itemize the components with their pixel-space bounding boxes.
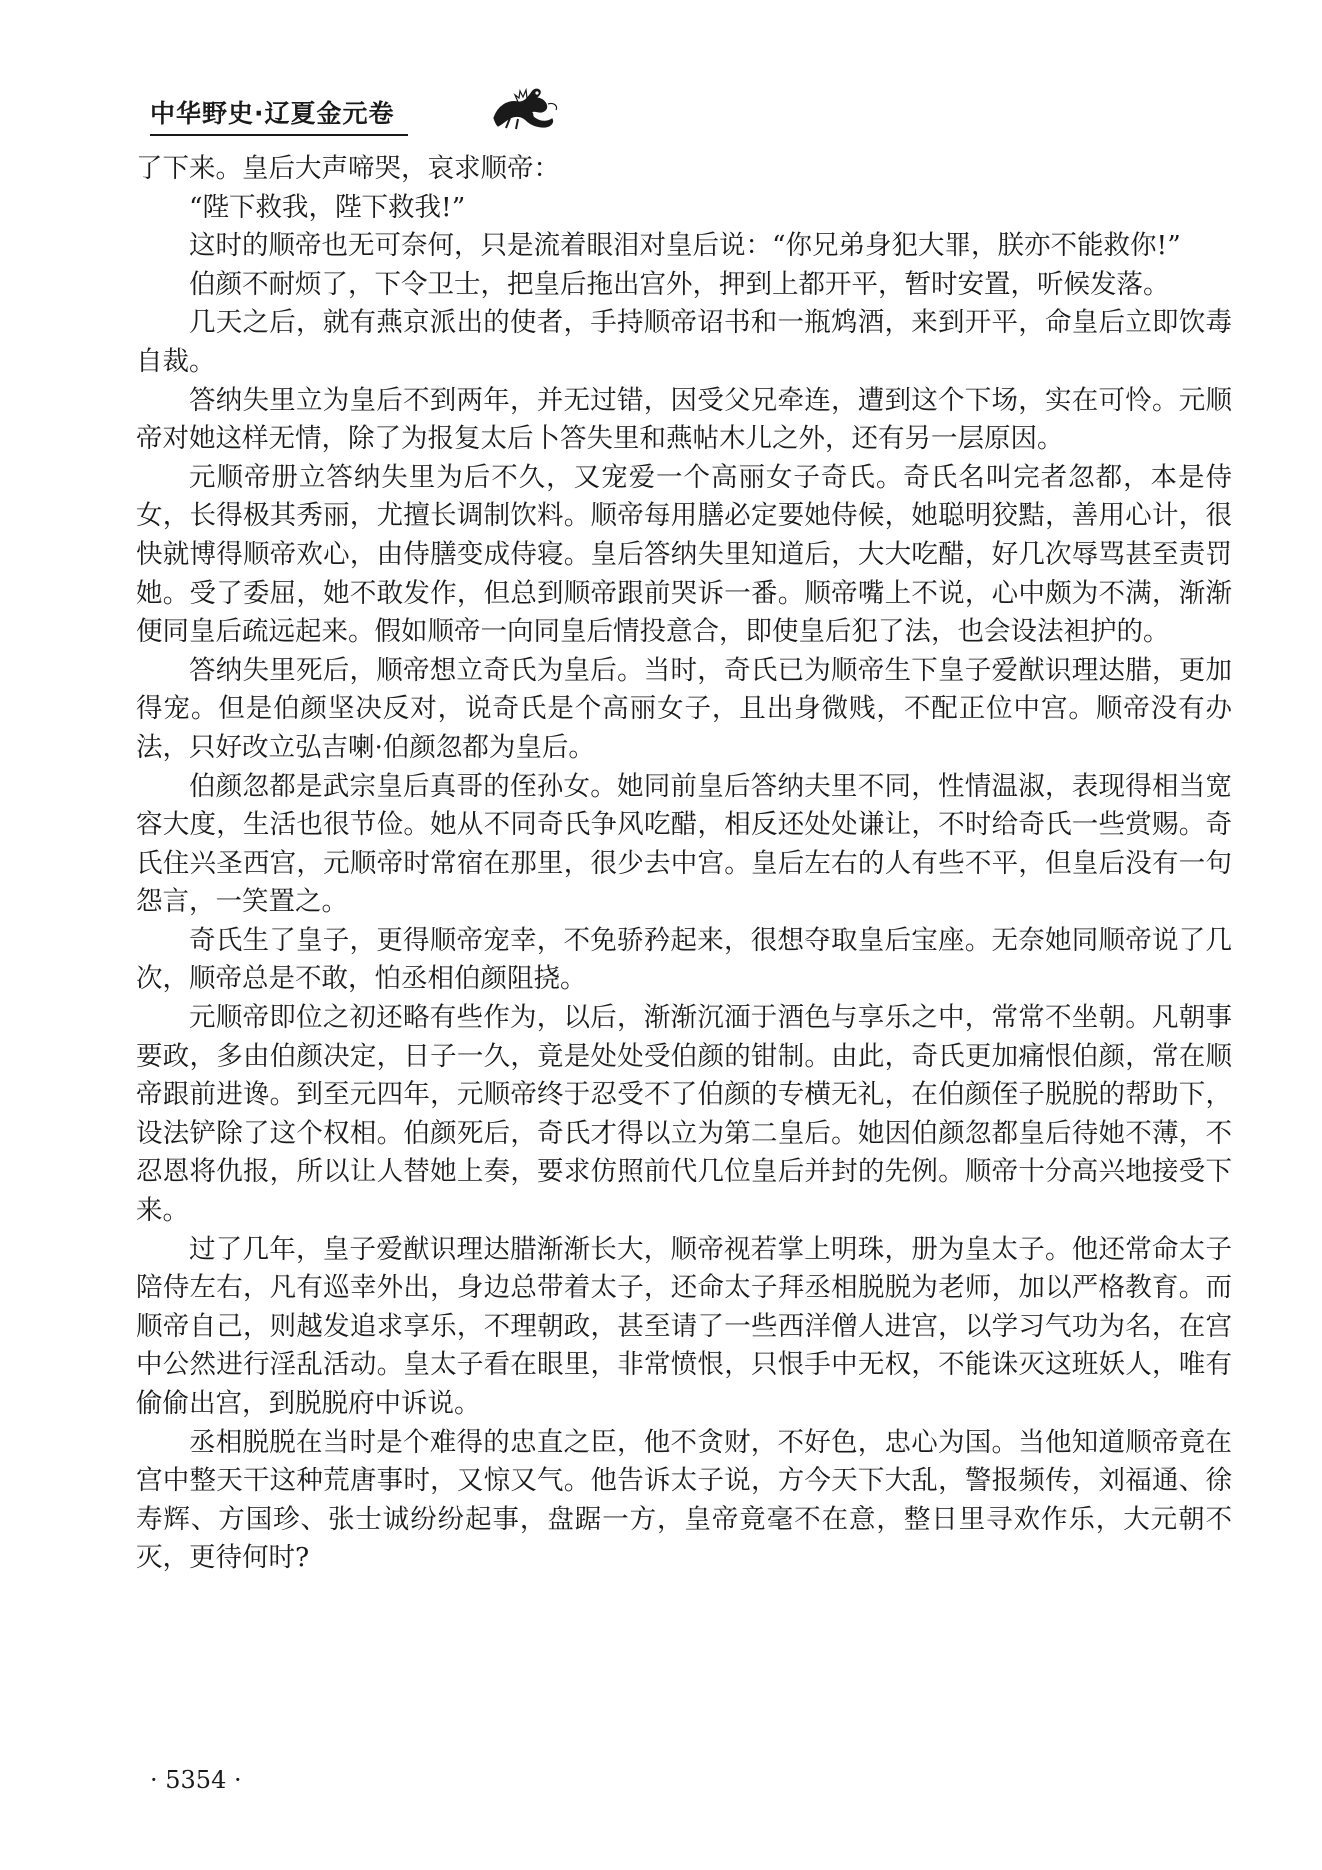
paragraph: 元顺帝即位之初还略有些作为，以后，渐渐沉湎于酒色与享乐之中，常常不坐朝。凡朝事要政，多由伯颜决定，日子一久，竟是处处受伯颜的钳制。由此，奇氏更加痛恨伯颜，常在顺帝跟前进谗。到至元四年，元顺帝终于忍受不了伯颜的专横无礼，在伯颜侄子脱脱的帮助下，设法铲除了这个权相。伯颜死后，奇氏才得以立为第二皇后。她因伯颜忽都皇后待她不薄，不忍恩将仇报，所以让人替她上奏，要求仿照前代几位皇后并封的先例。顺帝十分高兴地接受下来。 bbox=[136, 1002, 1232, 1227]
paragraph: 这时的顺帝也无可奈何，只是流着眼泪对皇后说：“你兄弟身犯大罪，朕亦不能救你!” bbox=[189, 230, 1181, 262]
paragraph: 奇氏生了皇子，更得顺帝宠幸，不免骄矜起来，很想夺取皇后宝座。无奈她同顺帝说了几次，顺帝总是不敢，怕丞相伯颜阻挠。 bbox=[136, 924, 1232, 995]
page-number: · 5354 · bbox=[150, 1766, 242, 1794]
paragraph: 丞相脱脱在当时是个难得的忠直之臣，他不贪财，不好色，忠心为国。当他知道顺帝竟在宫中整天干这种荒唐事时，又惊又气。他告诉太子说，方今天下大乱，警报频传，刘福通、徐寿辉、方国珍、张士诚纷纷起事，盘踞一方，皇帝竟毫不在意，整日里寻欢作乐，大元朝不灭，更待何时? bbox=[136, 1426, 1232, 1574]
book-title: 中华野史·辽夏金元卷 bbox=[150, 99, 395, 128]
paragraph: 答纳失里死后，顺帝想立奇氏为皇后。当时，奇氏已为顺帝生下皇子爱猷识理达腊，更加得宠。但是伯颜坚决反对，说奇氏是个高丽女子，且出身微贱，不配正位中宫。顺帝没有办法，只好改立弘吉喇·伯颜忽都为皇后。 bbox=[136, 654, 1232, 763]
paragraph: 伯颜忽都是武宗皇后真哥的侄孙女。她同前皇后答纳夫里不同，性情温淑，表现得相当宽容大度，生活也很节俭。她从不同奇氏争风吃醋，相反还处处谦让，不时给奇氏一些赏赐。奇氏住兴圣西宫，元顺帝时常宿在那里，很少去中宫。皇后左右的人有些不平，但皇后没有一句怨言，一笑置之。 bbox=[136, 770, 1232, 918]
dragon-emblem-icon bbox=[488, 82, 560, 132]
paragraph: “陛下救我，陛下救我!” bbox=[189, 191, 466, 223]
paragraph: 了下来。皇后大声啼哭，哀求顺帝： bbox=[136, 153, 560, 184]
paragraph: 元顺帝册立答纳失里为后不久，又宠爱一个高丽女子奇氏。奇氏名叫完者忽都，本是侍女，长得极其秀丽，尤擅长调制饮料。顺帝每用膳必定要她侍候，她聪明狡黠，善用心计，很快就博得顺帝欢心，由侍膳变成侍寝。皇后答纳失里知道后，大大吃醋，好几次辱骂甚至责罚她。受了委屈，她不敢发作，但总到顺帝跟前哭诉一番。顺帝嘴上不说，心中颇为不满，渐渐便同皇后疏远起来。假如顺帝一向同皇后情投意合，即使皇后犯了法，也会设法袒护的。 bbox=[136, 461, 1232, 648]
paragraph: 答纳失里立为皇后不到两年，并无过错，因受父兄牵连，遭到这个下场，实在可怜。元顺帝对她这样无情，除了为报复太后卜答失里和燕帖木儿之外，还有另一层原因。 bbox=[136, 384, 1232, 455]
paragraph: 伯颜不耐烦了，下令卫士，把皇后拖出宫外，押到上都开平，暂时安置，听候发落。 bbox=[189, 268, 1170, 300]
paragraph: 过了几年，皇子爱猷识理达腊渐渐长大，顺帝视若掌上明珠，册为皇太子。他还常命太子陪侍左右，凡有巡幸外出，身边总带着太子，还命太子拜丞相脱脱为老师，加以严格教育。而顺帝自己，则越发追求享乐，不理朝政，甚至请了一些西洋僧人进宫，以学习气功为名，在宫中公然进行淫乱活动。皇太子看在眼里，非常愤恨，只恨手中无权，不能诛灭这班妖人，唯有偷偷出宫，到脱脱府中诉说。 bbox=[136, 1233, 1232, 1419]
running-header bbox=[150, 78, 570, 138]
body-text bbox=[136, 150, 1232, 1578]
header-rule bbox=[150, 134, 408, 136]
paragraph: 几天之后，就有燕京派出的使者，手持顺帝诏书和一瓶鸩酒，来到开平，命皇后立即饮毒自裁。 bbox=[136, 307, 1232, 377]
